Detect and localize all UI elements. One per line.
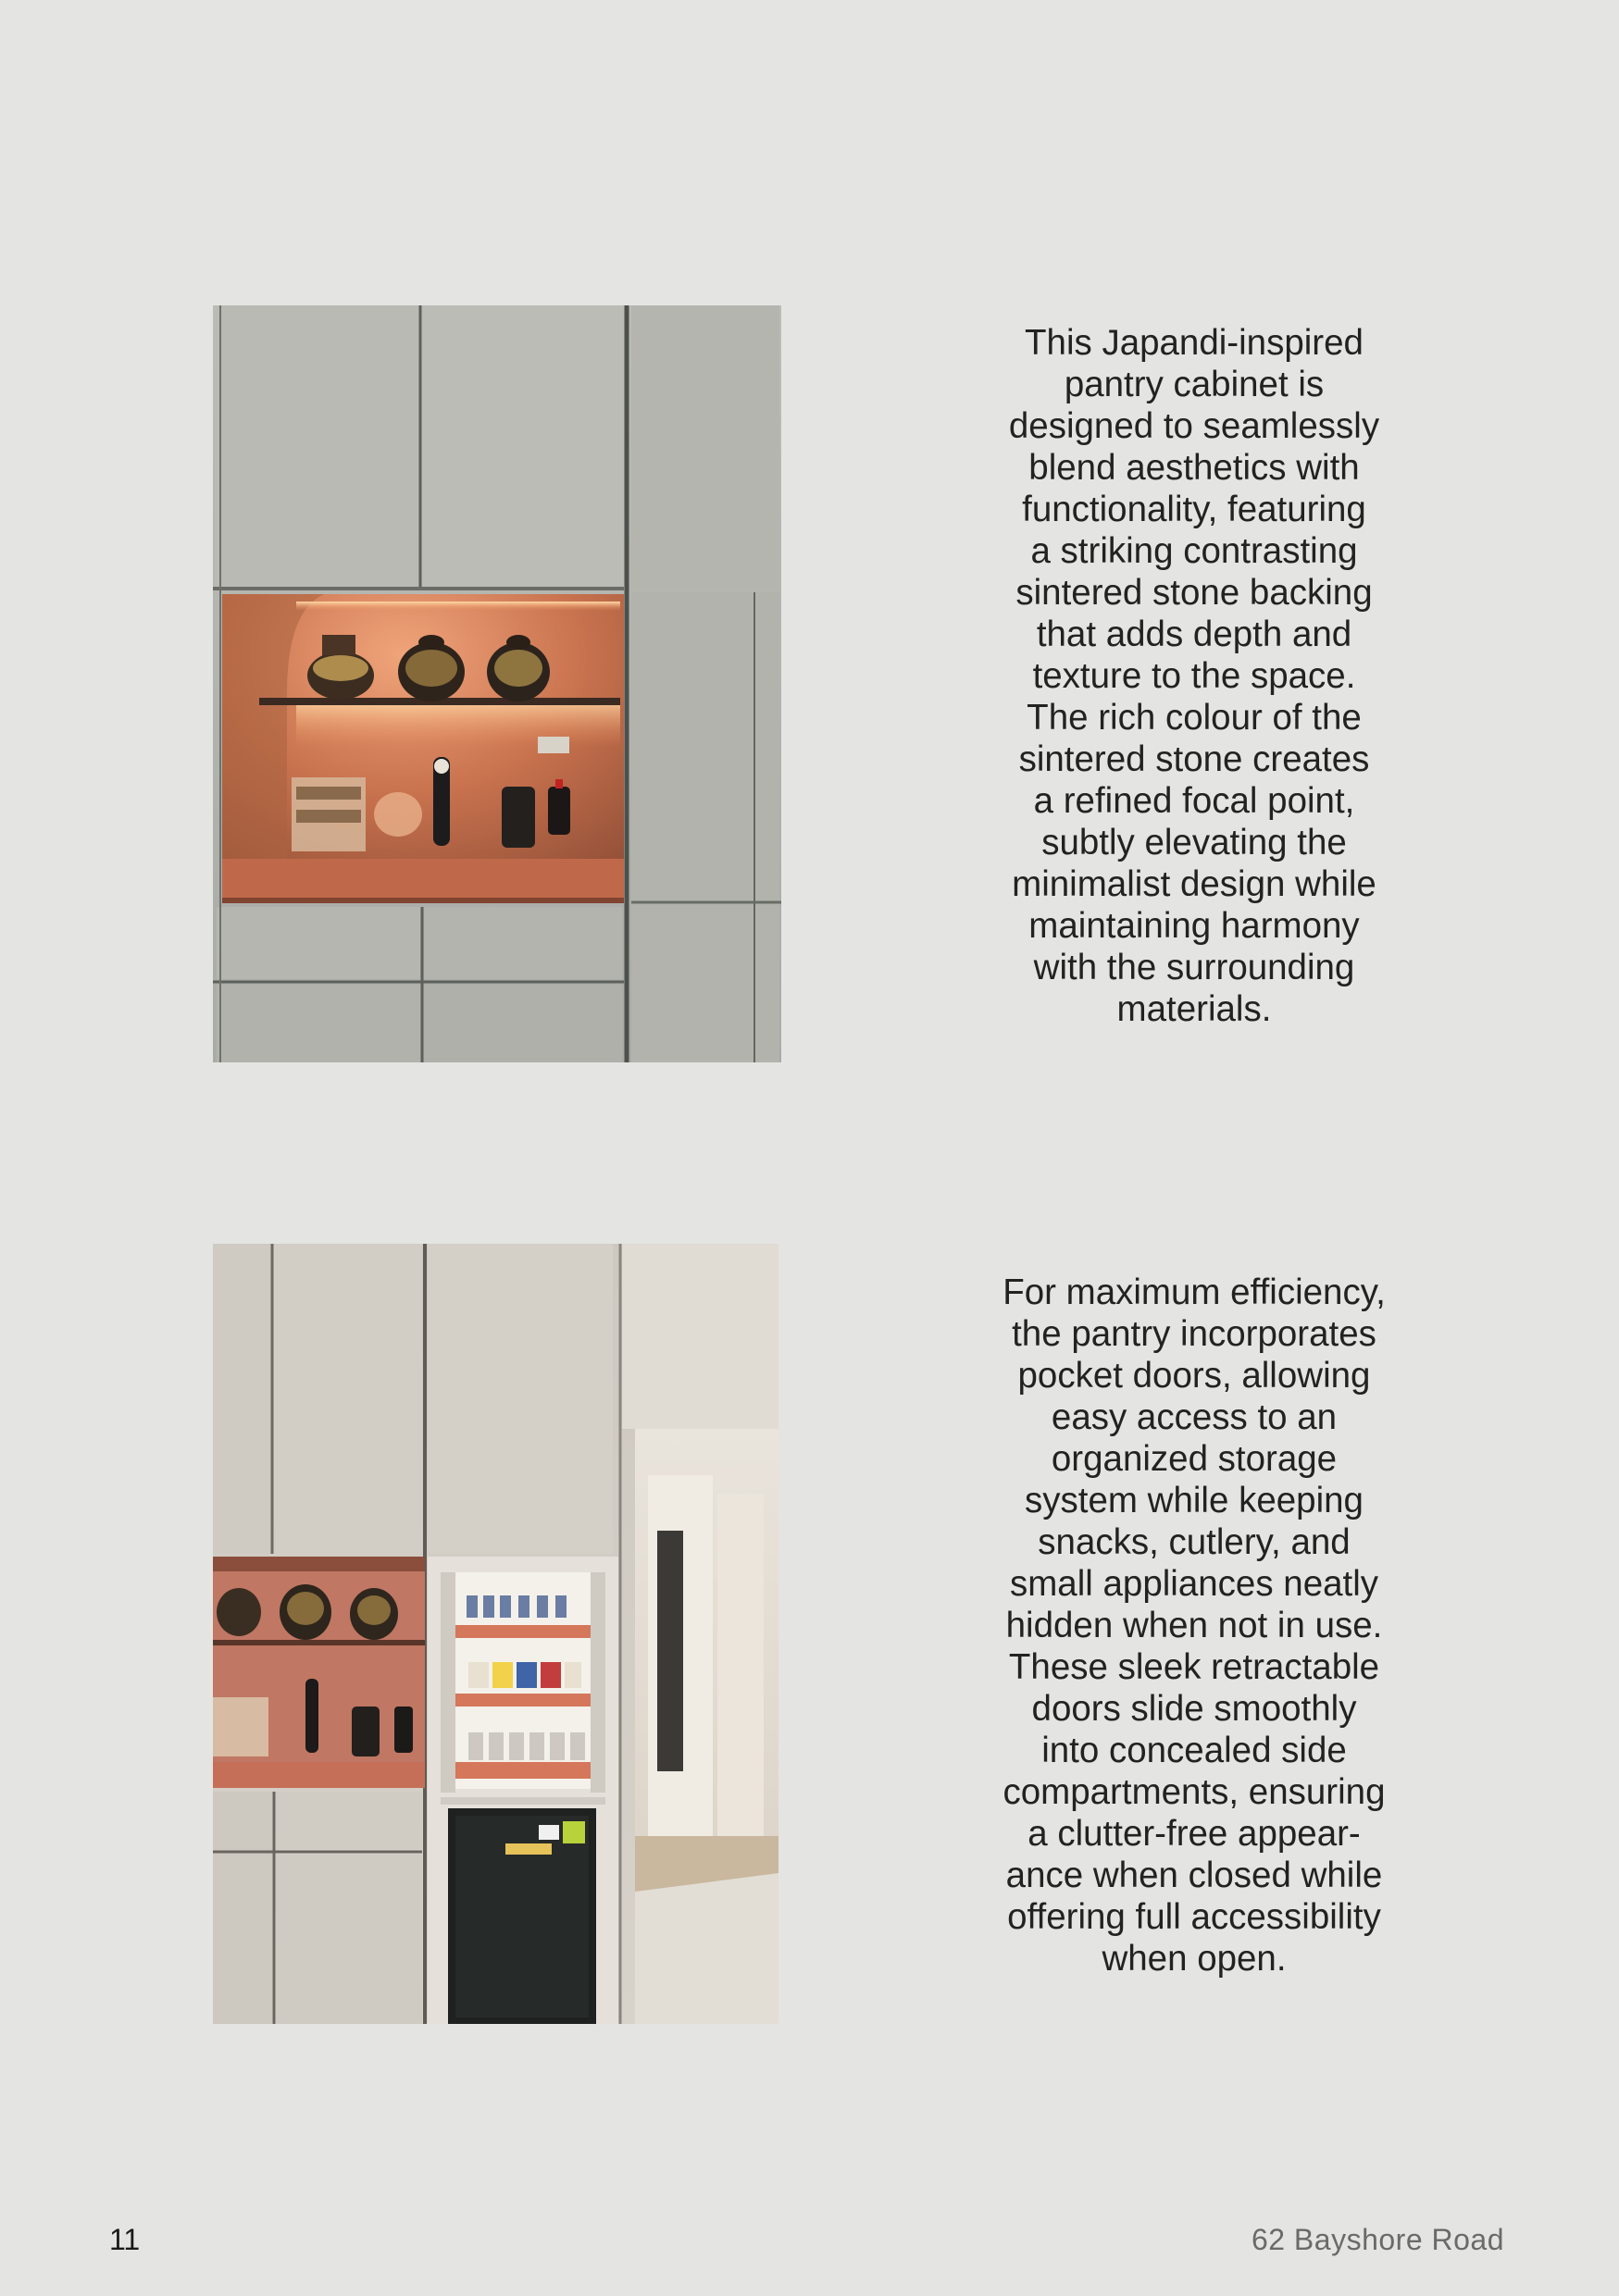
caption-line: small appliances neatly (1009, 1564, 1379, 1604)
caption-line: offering full accessibility (1007, 1897, 1381, 1937)
caption-line: the pantry incorporates (1012, 1314, 1376, 1354)
caption-line: functionality, featuring (1022, 490, 1366, 529)
caption-line: texture to the space. (1032, 656, 1356, 696)
caption-line: a striking contrasting (1030, 531, 1358, 571)
caption-line: subtly elevating the (1041, 823, 1347, 863)
caption-line: For maximum efficiency, (1003, 1272, 1386, 1312)
caption-line: hidden when not in use. (1005, 1606, 1383, 1645)
caption-line: pocket doors, allowing (1017, 1356, 1371, 1396)
pantry-pocket-doors-photo (213, 1244, 778, 2024)
pocket-doors-caption (953, 1272, 1435, 1980)
caption-line: pantry cabinet is (1064, 365, 1325, 404)
caption-line: This Japandi-inspired (1025, 323, 1364, 363)
pantry-cabinet-caption (953, 322, 1435, 1030)
caption-line: sintered stone backing (1015, 573, 1373, 613)
caption-line: system while keeping (1025, 1481, 1364, 1520)
caption-line: snacks, cutlery, and (1038, 1522, 1351, 1562)
caption-line: a clutter-free appear- (1027, 1814, 1361, 1854)
pantry-cabinet-illustration (213, 305, 781, 1062)
caption-line: These sleek retractable (1008, 1647, 1380, 1687)
page-number: 11 (109, 2223, 141, 2256)
caption-line: easy access to an (1051, 1397, 1338, 1437)
caption-line: materials. (1116, 989, 1272, 1029)
caption-line: The rich colour of the (1027, 698, 1362, 738)
caption-line: that adds depth and (1036, 614, 1352, 654)
location-title: 62 Bayshore Road (1251, 2223, 1504, 2256)
caption-line: with the surrounding (1033, 948, 1355, 987)
caption-line: compartments, ensuring (1003, 1772, 1386, 1812)
caption-line: into concealed side (1041, 1731, 1347, 1770)
caption-line: a refined focal point, (1033, 781, 1355, 821)
caption-line: blend aesthetics with (1028, 448, 1360, 488)
caption-line: organized storage (1051, 1439, 1338, 1479)
caption-line: sintered stone creates (1018, 739, 1370, 779)
pantry-pocket-doors-illustration (213, 1244, 778, 2024)
caption-line: when open. (1102, 1939, 1287, 1979)
pantry-cabinet-photo (213, 305, 781, 1062)
caption-line: minimalist design while (1012, 864, 1376, 904)
caption-line: ance when closed while (1005, 1855, 1383, 1895)
caption-line: doors slide smoothly (1031, 1689, 1357, 1729)
caption-line: designed to seamlessly (1008, 406, 1380, 446)
caption-line: maintaining harmony (1028, 906, 1360, 946)
